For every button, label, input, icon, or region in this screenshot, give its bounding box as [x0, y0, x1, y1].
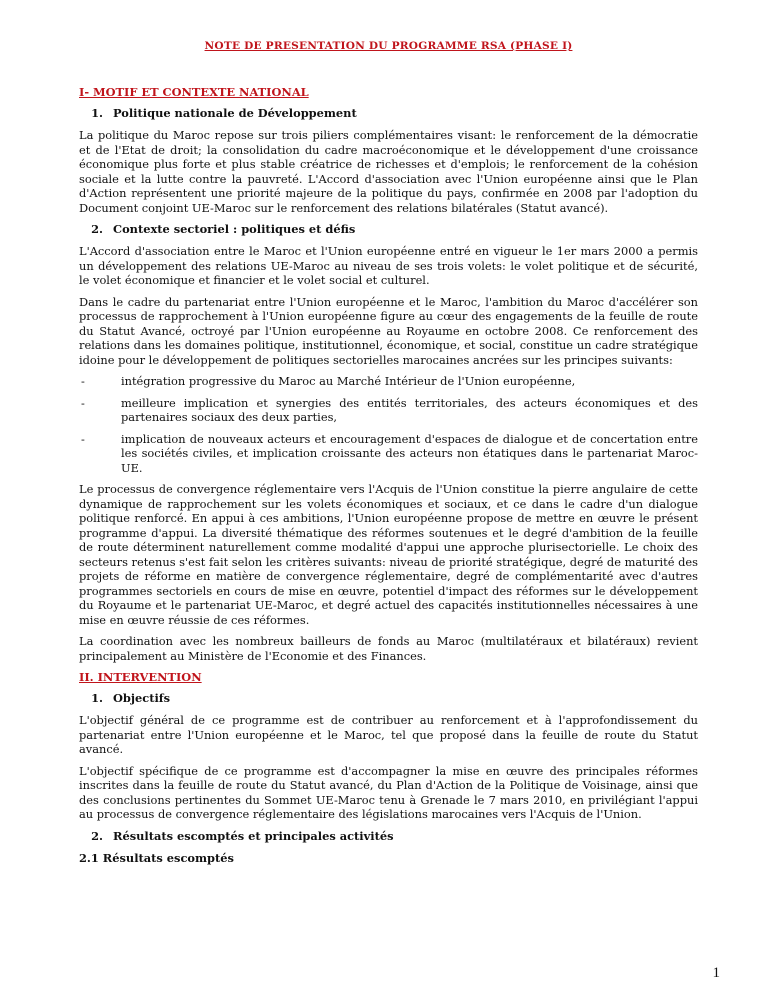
subsection-number: 1. [91, 691, 103, 705]
list-item-text: meilleure implication et synergies des entités territoriales, des acteurs économiques et des partenaires sociaux des deux parties, [121, 395, 698, 424]
subsection-2-2-heading [79, 829, 698, 843]
section-2-heading: II. INTERVENTION [79, 670, 202, 684]
paragraph: La politique du Maroc repose sur trois piliers complémentaires visant: le renforcement de la démocratie et de l'Etat de droit; la consolidation du cadre macroéconomique et le développement d'une croissance économique plus forte et plus stable créatrice de richesses et d'emplois; le renforcement de la cohésion sociale et la lutte contre la pauvreté. L'Accord d'association avec l'Union européenne ainsi que le Plan d'Action représentent une priorité majeure de la politique du pays, confirmée en 2008 par l'adoption du Document conjoint UE-Maroc sur le renforcement des relations bilatérales (Statut avancé). [79, 128, 698, 215]
subsection-label: Objectifs [113, 691, 171, 705]
document-title: NOTE DE PRESENTATION DU PROGRAMME RSA (PHASE I) [204, 40, 573, 52]
paragraph: Le processus de convergence réglementaire vers l'Acquis de l'Union constitue la pierre angulaire de cette dynamique de rapprochement sur les volets économiques et sociaux, et ce dans le cadre d'un dialogue politique renforcé. En appui à ces ambitions, l'Union européenne propose de mettre en œuvre le présent programme d'appui. La diversité thématique des réformes soutenues et le degré d'ambition de la feuille de route déterminent naturellement comme modalité d'appui une approche plurisectorielle. Le choix des secteurs retenus s'est fait selon les critères suivants: niveau de priorité stratégique, degré de maturité des projets de réforme en matière de convergence réglementaire, degré de complémentarité avec d'autres programmes sectoriels en cours de mise en œuvre, potentiel d'impact des réformes sur le développement du Royaume et le partenariat UE-Maroc, et degré actuel des capacités institutionnelles nécessaires à une mise en œuvre réussie de ces réformes. [79, 482, 698, 627]
subsubsection-heading: 2.1 Résultats escomptés [79, 850, 234, 865]
subsection-number: 1. [91, 106, 103, 120]
subsection-1-1-heading [79, 106, 698, 120]
subsection-number: 2. [91, 222, 103, 236]
page-number: 1 [712, 965, 720, 981]
list-dash: - [81, 431, 85, 446]
subsection-2-1-heading [79, 691, 698, 705]
subsection-label: Contexte sectoriel : politiques et défis [113, 222, 356, 236]
paragraph: L'objectif général de ce programme est de contribuer au renforcement et à l'approfondissement du partenariat entre l'Union européenne et le Maroc, tel que proposé dans la feuille de route du Statut avancé. [79, 713, 698, 756]
subsection-label: Résultats escomptés et principales activités [113, 828, 394, 843]
subsection-label: Politique nationale de Développement [113, 106, 357, 120]
list-item [79, 374, 698, 389]
paragraph: L'objectif spécifique de ce programme est d'accompagner la mise en œuvre des principales réformes inscrites dans la feuille de route du Statut avancé, du Plan d'Action de la Politique de Voisinage, ainsi que des conclusions pertinentes du Sommet UE-Maroc tenu à Grenade le 7 mars 2010, en privilégiant l'appui au processus de convergence réglementaire des législations marocaines vers l'Acquis de l'Union. [79, 763, 698, 821]
section-1-heading: I- MOTIF ET CONTEXTE NATIONAL [79, 85, 309, 99]
list-item-text: implication de nouveaux acteurs et encouragement d'espaces de dialogue et de concertation entre les sociétés civiles, et implication croissante des acteurs non étatiques dans le partenariat Maroc-UE. [121, 431, 698, 475]
document-page [79, 40, 698, 869]
list-dash: - [81, 395, 85, 410]
list-item-text: intégration progressive du Maroc au Marché Intérieur de l'Union européenne, [121, 374, 576, 388]
subsection-number: 2. [91, 828, 103, 843]
list-dash: - [81, 374, 85, 388]
principles-list [79, 374, 698, 475]
paragraph: L'Accord d'association entre le Maroc et l'Union européenne entré en vigueur le 1er mars 2000 a permis un développement des relations UE-Maroc au niveau de ses trois volets: le volet politique et de sécurité, le volet économique et financier et le volet social et culturel. [79, 244, 698, 287]
paragraph: La coordination avec les nombreux bailleurs de fonds au Maroc (multilatéraux et bilatéraux) revient principalement au Ministère de l'Economie et des Finances. [79, 634, 698, 663]
list-item [79, 432, 698, 476]
list-item [79, 396, 698, 425]
paragraph: Dans le cadre du partenariat entre l'Union européenne et le Maroc, l'ambition du Maroc d'accélérer son processus de rapprochement à l'Union européenne figure au cœur des engagements de la feuille de route du Statut Avancé, octroyé par l'Union européenne au Royaume en octobre 2008. Ce renforcement des relations dans les domaines politique, institutionnel, économique, et social, constitue un cadre stratégique idoine pour le développement de politiques sectorielles marocaines ancrées sur les principes suivants: [79, 294, 698, 367]
subsection-1-2-heading [79, 222, 698, 236]
